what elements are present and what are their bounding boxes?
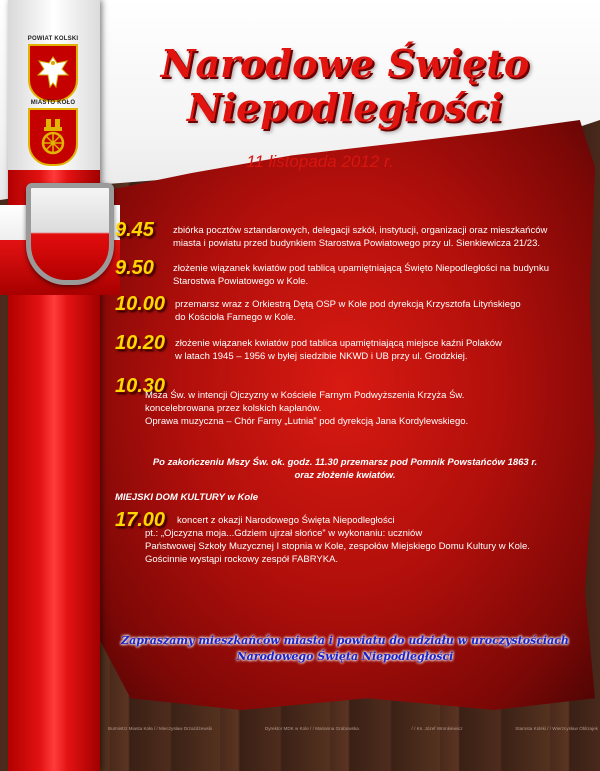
signature: Starosta Kolski / / Wierzcysław Oblizajek bbox=[515, 726, 598, 731]
signature: Burmistrz Miasta Koła / / Mieczysław Drzażdżewski bbox=[108, 726, 213, 731]
after-mass-line-2: oraz złożenie kwiatów. bbox=[294, 470, 396, 481]
invitation-line-2: Narodowego Święta Niepodległości bbox=[236, 650, 454, 663]
powiat-crest bbox=[27, 36, 79, 102]
white-red-shield bbox=[26, 183, 114, 285]
signature: / / Ks. Józef Wronkiewicz bbox=[411, 726, 463, 731]
title-line-2: Niepodległości bbox=[187, 85, 503, 130]
concert-time: 17.00 bbox=[115, 509, 166, 531]
invitation-line-1: Zapraszamy mieszkańców miasta i powiatu do udziału w uroczystościach bbox=[121, 634, 569, 647]
after-mass-line-1: Po zakończeniu Mszy Św. ok. godz. 11.30 przemarsz pod Pomnik Powstańców 1863 r. bbox=[152, 457, 538, 468]
program-desc-line: do Kościoła Farnego w Kole. bbox=[175, 312, 296, 323]
program-desc-line: zbiórka pocztów sztandarowych, delegacji szkół, instytucji, organizacji oraz mieszkańców bbox=[173, 225, 548, 236]
program-desc-line: przemarsz wraz z Orkiestrą Dętą OSP w Kole pod dyrekcją Krzysztofa Lityńskiego bbox=[175, 299, 521, 310]
mdk-heading: MIEJSKI DOM KULTURY w Kole bbox=[115, 492, 259, 503]
program-time: 9.50 bbox=[115, 257, 154, 279]
wheel-tower-icon bbox=[28, 108, 78, 166]
program-desc-line: złożenie wiązanek kwiatów pod tablica upamiętniającą miejsce kaźni Polaków bbox=[175, 338, 502, 349]
signatures-row bbox=[108, 726, 598, 731]
concert-desc-line: Państwowej Szkoły Muzycznej I stopnia w Kole, zespołów Miejskiego Domu Kultury w Kole. bbox=[145, 541, 530, 552]
concert-desc-line: pt.: „Ojczyzna moja...Gdziem ujrzał słońce” w wykonaniu: uczniów bbox=[145, 528, 423, 539]
program-time: 10.20 bbox=[115, 332, 166, 354]
event-date: 11 listopada 2012 r. bbox=[246, 152, 394, 171]
miasto-crest bbox=[27, 100, 79, 166]
program-desc-line: miasta i powiatu przed budynkiem Starostwa Powiatowego przy ul. Sienkiewicza 21/23. bbox=[173, 238, 540, 249]
title-line-1: Narodowe Święto bbox=[160, 41, 530, 86]
miasto-crest-label: MIASTO KOŁO bbox=[30, 100, 76, 106]
program-time: 10.00 bbox=[115, 293, 166, 315]
program-desc-line: Starostwa Powiatowego w Kole. bbox=[173, 276, 309, 287]
concert-desc-line: koncert z okazji Narodowego Święta Niepodległości bbox=[177, 515, 395, 526]
powiat-crest-label: POWIAT KOLSKI bbox=[27, 36, 79, 42]
program-desc-line: Oprawa muzyczna – Chór Farny „Lutnia” pod dyrekcją Jana Kordylewskiego. bbox=[145, 416, 469, 427]
concert-desc-line: Gościnnie wystąpi rockowy zespół FABRYKA. bbox=[145, 554, 339, 565]
program-desc-line: koncelebrowana przez kolskich kapłanów. bbox=[145, 403, 322, 414]
program-desc-line: w latach 1945 – 1956 w byłej siedzibie NKWD i UB przy ul. Grodzkiej. bbox=[175, 351, 468, 362]
signature: Dyrektor MDK w Kole / / Marianna Grabowska bbox=[264, 726, 359, 731]
after-mass-note bbox=[110, 456, 580, 482]
eagle-icon bbox=[28, 44, 78, 102]
program-time: 9.45 bbox=[115, 219, 154, 241]
invitation-text bbox=[105, 633, 585, 665]
program-desc-line: Msza Św. w intencji Ojczyzny w Kościele Farnym Podwyższenia Krzyża Św. bbox=[145, 390, 465, 401]
program-time: 10.30 bbox=[115, 375, 166, 397]
program-desc-line: złożenie wiązanek kwiatów pod tablicą upamiętniającą Święto Niepodległości na budynku bbox=[173, 263, 550, 274]
page-title bbox=[100, 42, 590, 130]
